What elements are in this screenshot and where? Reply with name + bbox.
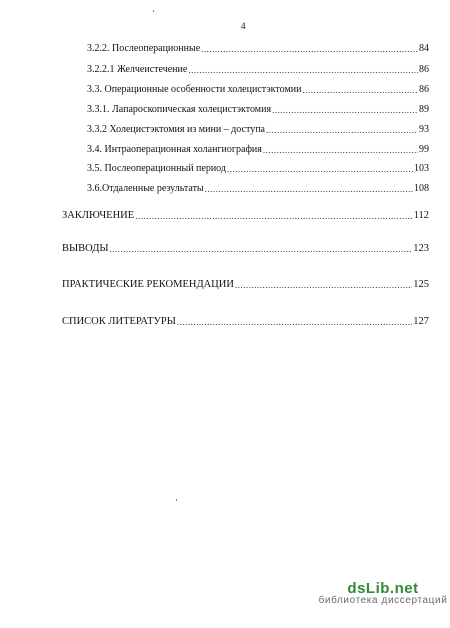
toc-entry[interactable] [87,84,429,96]
dot-leader [205,183,413,195]
toc-section-label: ПРАКТИЧЕСКИЕ РЕКОМЕНДАЦИИ [62,279,234,290]
dot-leader [263,144,418,156]
toc-entry-page: 86 [419,84,429,95]
toc-section-page: 125 [413,279,429,290]
toc-entry[interactable] [87,144,429,156]
dot-leader [302,84,418,96]
toc-entry-label: 3.6.Отдаленные результаты [87,183,204,194]
dot-leader [177,316,412,328]
dot-leader [201,43,418,55]
toc-entry[interactable] [87,64,429,76]
scan-speck [176,499,177,501]
toc-entry-page: 99 [419,144,429,155]
toc-entry[interactable] [87,104,429,116]
toc-section-entry[interactable] [62,279,429,291]
toc-section-entry[interactable] [62,316,429,328]
toc-entry-label: 3.5. Послеоперационный период [87,163,226,174]
dot-leader [227,163,413,175]
toc-entry-page: 108 [414,183,429,194]
toc-entry-page: 84 [419,43,429,54]
toc-entry-page: 103 [414,163,429,174]
dot-leader [188,64,418,76]
toc-entry-label: 3.2.2. Послеоперационные [87,43,201,54]
toc-entry-label: 3.4. Интраоперационная холангиография [87,144,262,155]
toc-entry-label: 3.3. Операционные особенности холецистэктомии [87,84,302,95]
toc-section-label: ЗАКЛЮЧЕНИЕ [62,210,135,221]
toc-entry[interactable] [87,163,429,175]
page-number: 4 [241,21,246,31]
toc-entry-page: 89 [419,104,429,115]
toc-entry[interactable] [87,43,429,55]
toc-section-entry[interactable] [62,243,429,255]
toc-section-label: СПИСОК ЛИТЕРАТУРЫ [62,316,176,327]
scan-speck [153,10,154,12]
toc-entry-label: 3.2.2.1 Желчеистечение [87,64,188,75]
toc-entry-label: 3.3.2 Холецистэктомия из мини – доступа [87,124,265,135]
toc-section-label: ВЫВОДЫ [62,243,109,254]
toc-entry[interactable] [87,124,429,136]
dot-leader [235,279,412,291]
watermark-site-name: dsLib.net [347,580,419,597]
toc-section-entry[interactable] [62,210,429,222]
toc-section-page: 127 [413,316,429,327]
dot-leader [266,124,418,136]
toc-entry-page: 86 [419,64,429,75]
dot-leader [110,243,413,255]
toc-entry[interactable] [87,183,429,195]
site-watermark [318,580,448,606]
toc-entry-label: 3.3.1. Лапароскопическая холецистэктомия [87,104,272,115]
watermark-caption: библиотека диссертаций [318,595,448,606]
toc-section-page: 123 [413,243,429,254]
toc-entry-page: 93 [419,124,429,135]
dot-leader [135,210,412,222]
toc-section-page: 112 [413,210,429,221]
dot-leader [272,104,418,116]
